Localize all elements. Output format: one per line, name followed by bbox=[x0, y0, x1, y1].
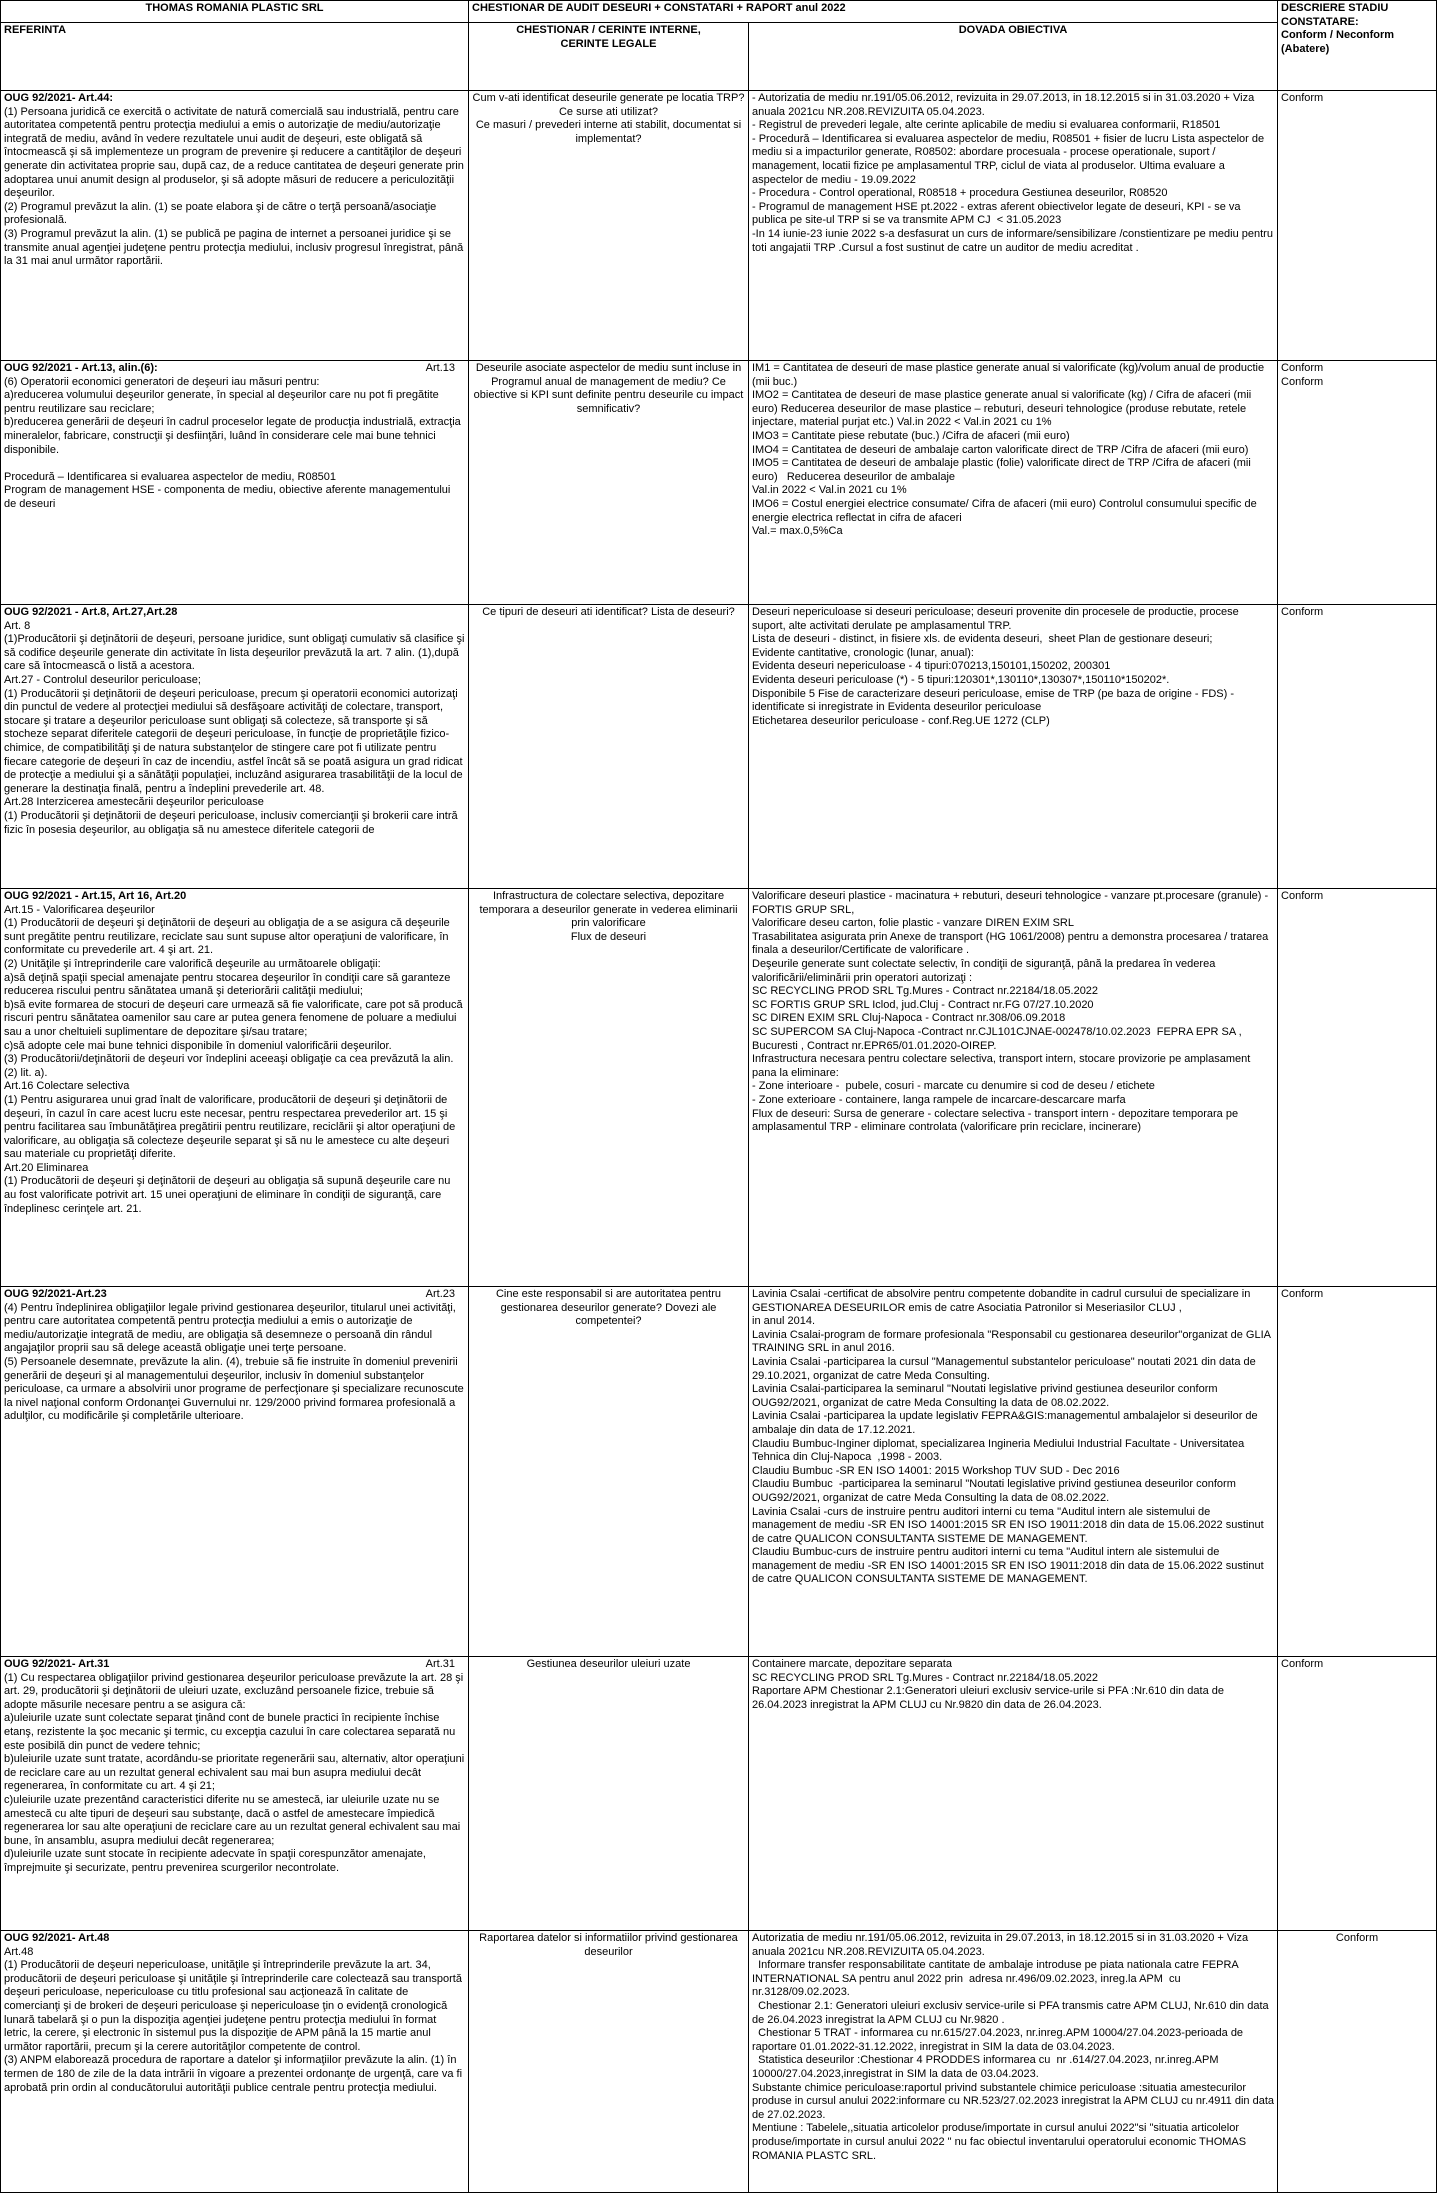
table-row bbox=[1, 1287, 1437, 1657]
ref-title: OUG 92/2021- Art.44: bbox=[4, 92, 114, 104]
ref-body: (1) Cu respectarea obligaţiilor privind gestionarea deşeurilor periculoase prevăzute la art. 28 şi art. 29, producătorii şi deţinătorii de uleiuri uzate, excluzând persoanele fizice, trebuie să adopte măsurile necesare pentru a se asigura că: a)uleiurile uzate sunt colectate separat ţinând cont de bunele practici în recipiente închise etanş, rezistente la şoc mecanic şi termic, cu excepţia cazului în care colectarea separată nu este posibilă din punct de vedere tehnic; b)uleiurile uzate sunt tratate, acordându-se prioritate regenerării sau, alternativ, altor operaţiuni de reciclare care au un rezultat general echivalent sau mai bun asupra mediului decât regenerarea, în conformitate cu art. 4 şi 21; c)uleiurile uzate prezentând caracteristici diferite nu se amestecă, iar uleiurile uzate nu se amestecă cu alte tipuri de deşeuri sau substanţe, dacă o astfel de amestecare împiedică regenerarea lor sau alte operaţiuni de reciclare care au un rezultat general echivalent sau mai bune, în ansamblu, asupra mediului decât regenerarea; d)uleiurile uzate sunt stocate în recipiente adecvate în spaţii corespunzător amenajate, împrejmuite şi securizate, pentru prevenirea scurgerilor necontrolate. bbox=[4, 1671, 465, 1874]
status-text: Conform bbox=[1281, 606, 1324, 618]
chestionar-cell bbox=[469, 889, 749, 1287]
table-row bbox=[1, 889, 1437, 1287]
dovada-cell bbox=[749, 1931, 1278, 2193]
question-text: Deseurile asociate aspectelor de mediu sunt incluse in Programul anual de management de mediu? Ce obiective si KPI sunt definite pentru deseurile cu impact semnificativ? bbox=[473, 362, 747, 415]
ref-art bbox=[455, 92, 465, 106]
stadiu-cell bbox=[1278, 1657, 1437, 1931]
ref-title: OUG 92/2021 - Art.8, Art.27,Art.28 bbox=[4, 606, 178, 618]
header-referinta: REFERINTA bbox=[1, 23, 469, 91]
stadiu-cell bbox=[1278, 361, 1437, 605]
ref-art: Art.13 bbox=[425, 362, 455, 374]
dovada-cell bbox=[749, 1657, 1278, 1931]
ref-title: OUG 92/2021 - Art.15, Art 16, Art.20 bbox=[4, 890, 187, 902]
referinta-cell bbox=[1, 605, 469, 889]
chestionar-cell bbox=[469, 91, 749, 361]
evidence-text: - Autorizatia de mediu nr.191/05.06.2012, revizuita in 29.07.2013, in 18.12.2015 si in 31.03.2020 + Viza anuala 2021cu NR.208.REVIZUITA 05.04.2023. - Registrul de prevederi legale, alte cerinte aplicabile de mediu si evaluarea conformarii, R18501 - Procedură – Identificarea si evaluarea aspectelor de mediu, R08501 + fisier de lucru Lista aspectelor de mediu si a impacturilor generate, R08502: abordare procesuala - procese operationale, suport / management, locatii fizice pe amplasamentul TRP, ciclul de viata al produselor. Ultima evaluare a aspectelor de mediu - 19.09.2022 - Procedura - Control operational, R08518 + procedura Gestiunea deseurilor, R08520 - Programul de management HSE pt.2022 - extras aferent obiectivelor legate de deseuri, KPI - se va publica pe site-ul TRP si se va transmite APM CJ < 31.05.2023 -In 14 iunie-23 iunie 2022 s-a desfasurat un curs de informare/sensibilizare /constientizare pe mediu pentru toti angajatii TRP .Cursul a fost sustinut de catre un auditor de mediu acreditat . bbox=[752, 92, 1273, 254]
ref-body: (1) Persoana juridică ce exercită o activitate de natură comercială sau industrială, pentru care autoritatea competentă pentru protecţia mediului a emis o autorizaţie de mediu/autorizaţie integrată de mediu, având în vedere rezultatele unui audit de deşeuri, este obligată să întocmească şi să implementeze un program de prevenire şi reducere a cantităţilor de deşeuri generate din activitatea proprie sau, după caz, de a reduce cantitatea de deşeuri generate prin adoptarea unui anumit design al produselor, şi să adopte măsuri de reducere a periculozităţii deşeurilor. (2) Programul prevăzut la alin. (1) se poate elabora şi de către o terţă persoană/asociaţie profesională. (3) Programul prevăzut la alin. (1) se publică pe pagina de internet a persoanei juridice şi se transmite anual agenţiei judeţene pentru protecţia mediului, inclusiv progresul înregistrat, până la 31 mai anul următor raportării. bbox=[4, 105, 464, 268]
header-stadiu bbox=[1278, 1, 1437, 91]
question-text: Cum v-ati identificat deseurile generate pe locatia TRP? Ce surse ati utilizat? Ce masuri / prevederi interne ati stabilit, documentat si implementat? bbox=[472, 92, 745, 145]
chestionar-cell bbox=[469, 605, 749, 889]
header-dovada: DOVADA OBIECTIVA bbox=[749, 23, 1278, 91]
referinta-cell bbox=[1, 91, 469, 361]
status-text-2: Conform bbox=[1281, 375, 1324, 388]
dovada-cell bbox=[749, 605, 1278, 889]
status-text: Conform bbox=[1281, 92, 1324, 104]
document-title: CHESTIONAR DE AUDIT DESEURI + CONSTATARI + RAPORT anul 2022 bbox=[469, 1, 1278, 23]
stadiu-cell bbox=[1278, 605, 1437, 889]
ref-title-line bbox=[4, 890, 465, 904]
referinta-cell bbox=[1, 1287, 469, 1657]
question-text: Gestiunea deseurilor uleiuri uzate bbox=[526, 1658, 691, 1670]
ref-art: Art.23 bbox=[425, 1288, 455, 1300]
status-text: Conform bbox=[1281, 890, 1324, 902]
ref-body: Art.48 (1) Producătorii de deşeuri nepericuloase, unităţile şi întreprinderile prevăzute la art. 34, producătorii de deşeuri periculoase şi unităţile şi întreprinderile care colectează sau transportă deşeuri periculoase, nepericuloase cu titlu profesional sau acţionează în calitate de comercianţi şi de brokeri de deşeuri periculoase şi nepericuloase ţin o evidenţă cronologică lunară tabelară şi o pun la dispoziţia agenţiei judeţene pentru protecţia mediului în format letric, la cerere, şi electronic în sistemul pus la dispoziţie de APM până la 15 martie anul următor raportării, precum şi la cerere autorităţilor competente de control. (3) ANPM elaborează procedura de raportare a datelor şi informaţiilor prevăzute la alin. (1) în termen de 180 de zile de la data intrării în vigoare a prezentei ordonanţe de urgenţă, care va fi aprobată prin ordin al conducătorului autorităţii publice centrale pentru protecţia mediului. bbox=[4, 1945, 463, 2094]
stadiu-cell bbox=[1278, 1287, 1437, 1657]
question-text: Infrastructura de colectare selectiva, depozitare temporara a deseurilor generate in vederea eliminarii prin valorificare Flux de deseuri bbox=[479, 890, 738, 943]
ref-art: Art.31 bbox=[425, 1658, 455, 1670]
title-row bbox=[1, 1, 1437, 23]
table-row bbox=[1, 1931, 1437, 2193]
ref-title: OUG 92/2021 - Art.13, alin.(6): bbox=[4, 362, 158, 374]
table-row bbox=[1, 361, 1437, 605]
chestionar-cell bbox=[469, 1287, 749, 1657]
header-chestionar bbox=[469, 23, 749, 91]
dovada-cell bbox=[749, 1287, 1278, 1657]
status-text: Conform bbox=[1281, 1288, 1324, 1300]
question-text: Raportarea datelor si informatiilor privind gestionarea deseurilor bbox=[479, 1932, 741, 1958]
dovada-cell bbox=[749, 91, 1278, 361]
ref-art bbox=[455, 606, 465, 620]
evidence-text: Lavinia Csalai -certificat de absolvire pentru competente dobandite in cadrul cursului de specializare in GESTIONAREA DESEURILOR emis de catre Asociatia Patronilor si Meseriasilor CLUJ , in anul 2014. Lavinia Csalai-program de formare profesionala "Responsabil cu gestionarea deseurilor"organizat de GLIA TRAINING SRL in anul 2016. Lavinia Csalai -participarea la cursul "Managementul substantelor periculoase" noutati 2021 din data de 29.10.2021, organizat de catre Meda Consulting. Lavinia Csalai-participarea la seminarul "Noutati legislative privind gestiunea deseurilor conform OUG92/2021, organizat de catre Meda Consulting la data de 08.02.2022. Lavinia Csalai -participarea la update legislativ FEPRA&GIS:managementul ambalajelor si deseurilor de ambalaje din data de 17.12.2021. Claudiu Bumbuc-Inginer diplomat, specializarea Ingineria Mediului Industrial Facultate - Universitatea Tehnica din Cluj-Napoca ,1998 - 2003. Claudiu Bumbuc -SR EN ISO 14001: 2015 Workshop TUV SUD - Dec 2016 Claudiu Bumbuc -participarea la seminarul "Noutati legislative privind gestiunea deseurilor conform OUG92/2021, organizat de catre Meda Consulting la data de 08.02.2022. Lavinia Csalai -curs de instruire pentru auditori interni cu tema "Auditul intern ale sistemului de management de mediu -SR EN ISO 14001:2015 SR EN ISO 19011:2018 din data de 15.06.2022 sustinut de catre QUALICON CONSULTANTA SISTEME DE MANAGEMENT. Claudiu Bumbuc-curs de instruire pentru auditori interni cu tema "Auditul intern ale sistemului de management de mediu -SR EN ISO 14001:2015 SR EN ISO 19011:2018 din data de 15.06.2022 sustinut de catre QUALICON CONSULTANTA SISTEME DE MANAGEMENT. bbox=[752, 1288, 1271, 1586]
chestionar-cell bbox=[469, 1657, 749, 1931]
dovada-cell bbox=[749, 361, 1278, 605]
ref-body: Art. 8 (1)Producătorii şi deţinătorii de deşeuri, persoane juridice, sunt obligaţi cumulativ să clasifice şi să codifice deşeurile generate din activitate în lista deşeurilor prevăzută la art. 7 alin. (1),după care să întocmească o listă a acestora. Art.27 - Controlul deseurilor periculoase; (1) Producătorii şi deţinătorii de deşeuri periculoase, precum şi operatorii economici autorizaţi din punctul de vedere al protecţiei mediului să desfăşoare activităţi de colectare, transport, stocare şi tratare a deşeurilor periculoase sunt obligaţi să colecteze, să transporte şi să stocheze separat diferitele categorii de deşeuri periculoase, în funcţie de proprietăţile fizico-chimice, de compatibilităţi şi de natura substanţelor de stingere care pot fi utilizate pentru fiecare categorie de deşeuri în caz de incendiu, astfel încât să se poată asigura un grad ridicat de protecţie a mediului şi a sănătăţii populaţiei, incluzând asigurarea trasabilităţii de la locul de generare la destinaţia finală, pentru a îndeplini prevederile art. 48. Art.28 Interzicerea amestecării deşeurilor periculoase (1) Producătorii şi deţinătorii de deşeuri periculoase, inclusiv comercianţii şi brokerii care intră fizic în posesia deşeurilor, au obligaţia să nu amestece diferitele categorii de bbox=[4, 619, 465, 836]
ref-title-line bbox=[4, 362, 465, 376]
referinta-cell bbox=[1, 1657, 469, 1931]
ref-art bbox=[455, 1932, 465, 1946]
status-text: Conform bbox=[1281, 1658, 1324, 1670]
ref-title: OUG 92/2021- Art.48 bbox=[4, 1932, 110, 1944]
status-text: Conform bbox=[1281, 362, 1324, 374]
column-header-row bbox=[1, 23, 1437, 91]
header-stadiu-text: DESCRIERE STADIU CONSTATARE: Conform / Neconform (Abatere) bbox=[1281, 2, 1395, 55]
evidence-text: Deseuri nepericuloase si deseuri periculoase; deseuri provenite din procesele de productie, procese suport, alte activitati derulate pe amplasamentul TRP. Lista de deseuri - distinct, in fisiere xls. de evidenta deseuri, sheet Plan de gestionare deseuri; Evidente cantitative, cronologic (lunar, anual): Evidenta deseuri nepericuloase - 4 tipuri:070213,150101,150202, 200301 Evidenta deseuri periculoase (*) - 5 tipuri:120301*,130110*,130307*,150110*150202*. Disponibile 5 Fise de caracterizare deseuri periculoase, emise de TRP (pe baza de origine - FDS) - identificate si inregistrate in Evidenta deseurilor periculoase Etichetarea deseurilor periculoase - conf.Reg.UE 1272 (CLP) bbox=[752, 606, 1239, 727]
ref-title: OUG 92/2021- Art.31 bbox=[4, 1658, 110, 1670]
ref-title-line bbox=[4, 1288, 465, 1302]
evidence-text: IM1 = Cantitatea de deseuri de mase plastice generate anual si valorificate (kg)/volum anual de productie (mii buc.) IMO2 = Cantitatea de deseuri de mase plastice generate anual si valorificate (kg) / Cifra de afaceri (mii euro) Reducerea deseurilor de mase plastice – rebuturi, deseuri tehnologice (produse rebutate, retele injectare, material purjat etc.) Val.in 2022 < Val.in 2021 cu 1% IMO3 = Cantitate piese rebutate (buc.) /Cifra de afaceri (mii euro) IMO4 = Cantitatea de deseuri de ambalaje carton valorificate direct de TRP /Cifra de afaceri (mii euro) IMO5 = Cantitatea de deseuri de ambalaje plastic (folie) valorificate direct de TRP /Cifra de afaceri (mii euro) Reducerea deseurilor de ambalaje Val.in 2022 < Val.in 2021 cu 1% IMO6 = Costul energiei electrice consumate/ Cifra de afaceri (mii euro) Controlul consumului specific de energie electrica reflectat in cifra de afaceri Val.= max.0,5%Ca bbox=[752, 362, 1265, 538]
stadiu-cell bbox=[1278, 889, 1437, 1287]
evidence-text: Valorificare deseuri plastice - macinatura + rebuturi, deseuri tehnologice - vanzare pt.procesare (granule) - FORTIS GRUP SRL, Valorificare deseu carton, folie plastic - vanzare DIREN EXIM SRL Trasabilitatea asigurata prin Anexe de transport (HG 1061/2008) pentru a demonstra procesarea / tratarea finala a deseurilor/Certificate de valorificare . Deşeurile generate sunt colectate selectiv, în condiţii de siguranţă, până la predarea în vederea valorificării/eliminării prin operatori autorizaţi : SC RECYCLING PROD SRL Tg.Mures - Contract nr.22184/18.05.2022 SC FORTIS GRUP SRL Iclod, jud.Cluj - Contract nr.FG 07/27.10.2020 SC DIREN EXIM SRL Cluj-Napoca - Contract nr.308/06.09.2018 SC SUPERCOM SA Cluj-Napoca -Contract nr.CJL101CJNAE-002478/10.02.2023 FEPRA EPR SA , Bucuresti , Contract nr.EPR65/01.01.2020-OIREP. Infrastructura necesara pentru colectare selectiva, transport intern, stocare provizorie pe amplasament pana la eliminare: - Zone interioare - pubele, cosuri - marcate cu denumire si cod de deseu / etichete - Zone exterioare - containere, langa rampele de incarcare-descarcare marfa Flux de deseuri: Sursa de generare - colectare selectiva - transport intern - depozitare temporara pe amplasamentul TRP - eliminare controlata (valorificare prin reciclare, incinerare) bbox=[752, 890, 1269, 1134]
stadiu-cell bbox=[1278, 91, 1437, 361]
ref-title: OUG 92/2021-Art.23 bbox=[4, 1288, 107, 1300]
ref-title-line bbox=[4, 92, 465, 106]
evidence-text: Autorizatia de mediu nr.191/05.06.2012, revizuita in 29.07.2013, in 18.12.2015 si in 31.03.2020 + Viza anuala 2021cu NR.208.REVIZUITA 05.04.2023. Informare transfer responsabilitate cantitate de ambalaje introduse pe piata nationala catre FEPRA INTERNATIONAL SA pentru anul 2022 prin adresa nr.496/09.02.2023, inreg.la APM cu nr.3128/09.02.2023. Chestionar 2.1: Generatori uleiuri exclusiv service-urile si PFA transmis catre APM CLUJ, Nr.610 din data de 26.04.2023 inregistrat la APM CLUJ cu Nr.9820 . Chestionar 5 TRAT - informarea cu nr.615/27.04.2023, nr.inreg.APM 10004/27.04.2023-perioada de raportare 01.01.2022-31.12.2022, inregistrat in SIM la data de 03.04.2023. Statistica deseurilor :Chestionar 4 PRODDES informarea cu nr .614/27.04.2023, nr.inreg.APM 10000/27.04.2023,inregistrat in SIM la data de 03.04.2023. Substante chimice periculoase:raportul privind substantele chimice periculoase :situatia amestecurilor produse in cursul anului 2022:informare cu NR.523/27.02.2023 inregistrat la APM CLUJ cu nr.4911 din data de 27.02.2023. Mentiune : Tabelele,,situatia articolelor produse/importate in cursul anului 2022"si "situatia articolelor produse/importate in cursul anului 2022 " nu fac obiectul inventarului operatorului economic THOMAS ROMANIA PLASTC SRL. bbox=[752, 1932, 1274, 2162]
table-row bbox=[1, 605, 1437, 889]
ref-art bbox=[455, 890, 465, 904]
ref-title-line bbox=[4, 1658, 465, 1672]
stadiu-cell bbox=[1278, 1931, 1437, 2193]
ref-body: (6) Operatorii economici generatori de deşeuri iau măsuri pentru: a)reducerea volumului deşeurilor generate, în special al deşeurilor care nu pot fi pregătite pentru reutilizare sau reciclare; b)reducerea generării de deşeuri în cadrul proceselor legate de producţia industrială, extracţia mineralelor, fabricare, construcţii şi desfiinţări, luând în considerare cele mai bune tehnici disponibile. Procedură – Identificarea si evaluarea aspectelor de mediu, R08501 Program de management HSE - componenta de mediu, obiective aferente managementului de deseuri bbox=[4, 375, 461, 510]
referinta-cell bbox=[1, 361, 469, 605]
ref-body: Art.15 - Valorificarea deşeurilor (1) Producătorii de deşeuri şi deţinătorii de deşeuri au obligaţia de a se asigura că deşeurile sunt pregătite pentru reutilizare, reciclate sau sunt supuse altor operaţiuni de valorificare, în conformitate cu prevederile art. 4 şi art. 21. (2) Unităţile şi întreprinderile care valorifică deşeurile au următoarele obligaţii: a)să deţină spaţii special amenajate pentru stocarea deşeurilor în condiţii care să garanteze reducerea riscului pentru sănătatea umană şi deteriorării calităţii mediului; b)să evite formarea de stocuri de deşeuri care urmează să fie valorificate, care pot să producă riscuri pentru sănătatea oamenilor sau care ar putea genera fenomene de poluare a mediului sau a unor cheltuieli suplimentare de depozitare şi/sau tratare; c)să adopte cele mai bune tehnici disponibile în domeniul valorificării deşeurilor. (3) Producătorii/deţinătorii de deşeuri vor îndeplini aceeaşi obligaţie ca cea prevăzută la alin. (2) lit. a). Art.16 Colectare selectiva (1) Pentru asigurarea unui grad înalt de valorificare, producătorii de deşeuri şi deţinătorii de deşeuri, în cazul în care acest lucru este necesar, pentru respectarea prevederilor art. 15 şi pentru facilitarea sau îmbunătăţirea pregătirii pentru reutilizare, reciclării şi altor operaţiuni de valorificare, au obligaţia să colecteze deşeurile separat şi să nu le amestece cu alte deşeuri sau materiale cu proprietăţi diferite. Art.20 Eliminarea (1) Producătorii de deşeuri şi deţinătorii de deşeuri au obligaţia să supună deşeurile care nu au fost valorificate potrivit art. 15 unei operaţiuni de eliminare în condiţii de siguranţă, care îndeplinesc cerinţele art. 21. bbox=[4, 903, 463, 1215]
ref-title-line bbox=[4, 1932, 465, 1946]
company-name: THOMAS ROMANIA PLASTIC SRL bbox=[1, 1, 469, 23]
status-text: Conform bbox=[1335, 1932, 1379, 1944]
evidence-text: Containere marcate, depozitare separata SC RECYCLING PROD SRL Tg.Mures - Contract nr.22184/18.05.2022 Raportare APM Chestionar 2.1:Generatori uleiuri exclusiv service-urile si PFA :Nr.610 din data de 26.04.2023 inregistrat la APM CLUJ cu Nr.9820 din data de 26.04.2023. bbox=[752, 1658, 1225, 1711]
question-text: Ce tipuri de deseuri ati identificat? Lista de deseuri? bbox=[482, 606, 735, 618]
referinta-cell bbox=[1, 889, 469, 1287]
dovada-cell bbox=[749, 889, 1278, 1287]
table-row bbox=[1, 91, 1437, 361]
ref-title-line bbox=[4, 606, 465, 620]
ref-body: (4) Pentru îndeplinirea obligaţiilor legale privind gestionarea deşeurilor, titularul unei activităţi, pentru care autoritatea competentă pentru protecţia mediului a emis o autorizaţie de mediu/autorizaţie integrată de mediu, are obligaţia să desemneze o persoană din rândul angajaţilor proprii sau să delege această obligaţie unei terţe persoane. (5) Persoanele desemnate, prevăzute la alin. (4), trebuie să fie instruite în domeniul prevenirii generării de deşeuri şi al managementului deşeurilor, inclusiv în domeniul substanţelor periculoase, ca urmare a absolvirii unor programe de perfecţionare şi specializare recunoscute la nivel naţional conform Ordonanţei Guvernului nr. 129/2000 privind formarea profesională a adulţilor, cu modificările şi completările ulterioare. bbox=[4, 1301, 464, 1423]
header-chestionar-text: CHESTIONAR / CERINTE INTERNE, CERINTE LEGALE bbox=[516, 24, 701, 50]
table-row bbox=[1, 1657, 1437, 1931]
chestionar-cell bbox=[469, 361, 749, 605]
question-text: Cine este responsabil si are autoritatea pentru gestionarea deseurilor generate? Dovezi ale competentei? bbox=[495, 1288, 725, 1328]
chestionar-cell bbox=[469, 1931, 749, 2193]
referinta-cell bbox=[1, 1931, 469, 2193]
